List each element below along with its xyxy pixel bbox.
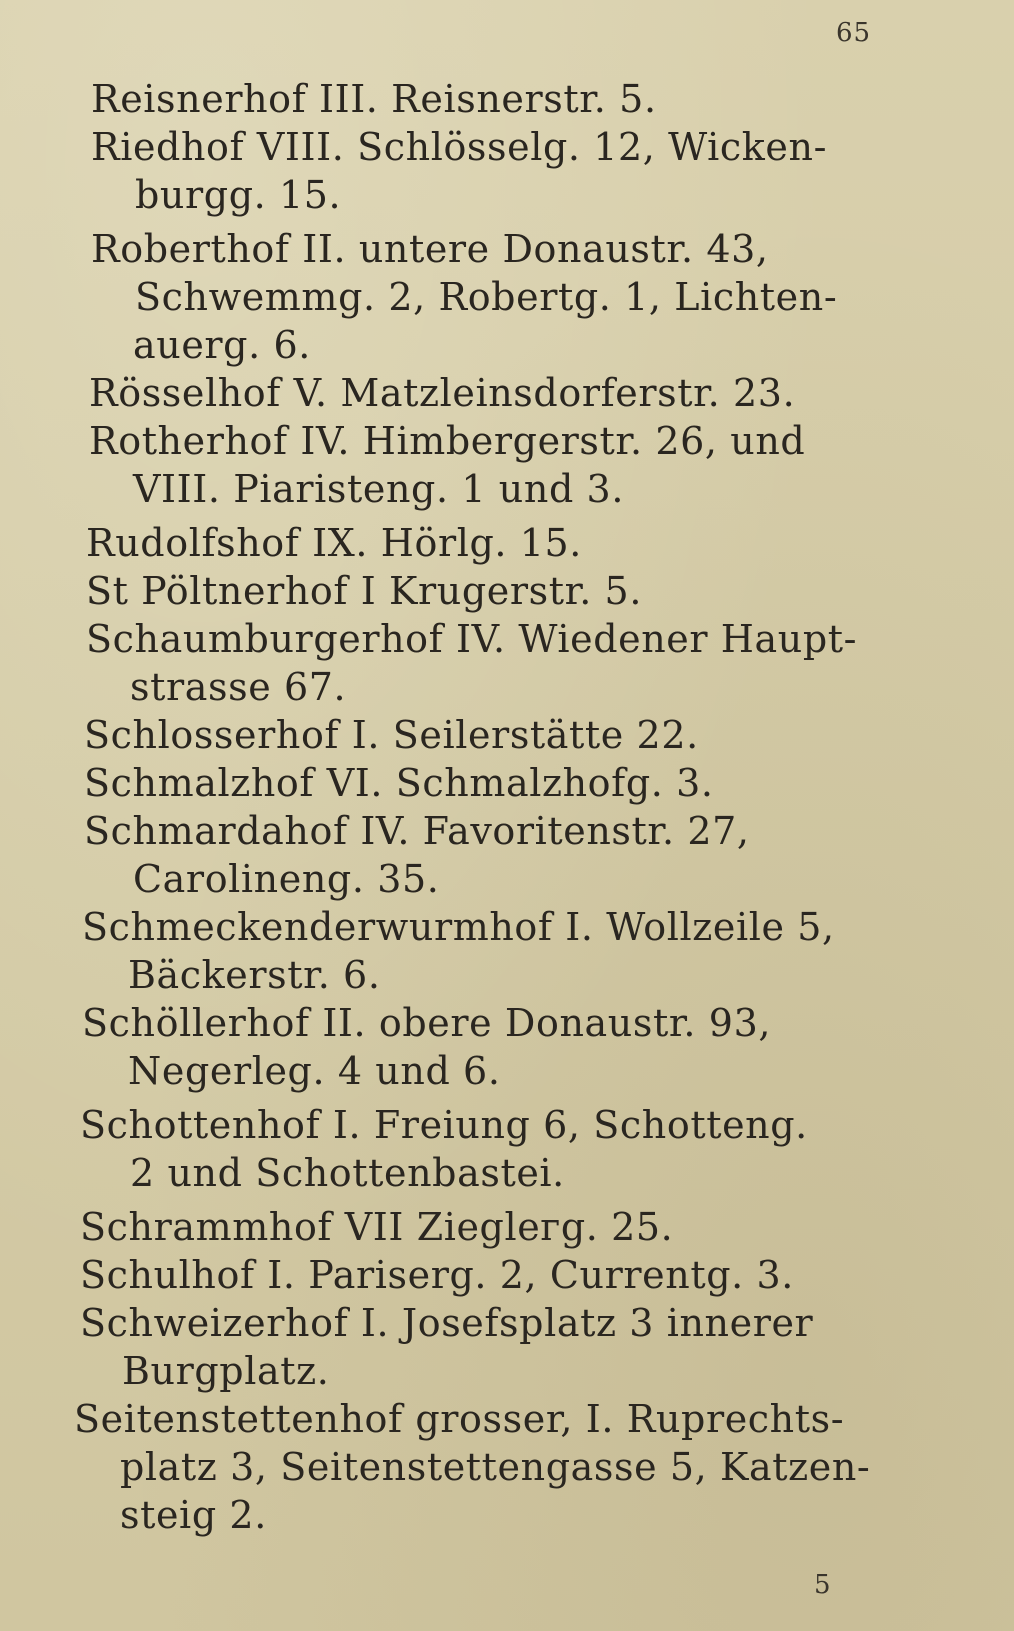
entry-schmardahof-cont: Carolineng. 35. (133, 857, 440, 901)
entry-roesselhof: Rösselhof V. Matzleinsdorferstr. 23. (89, 371, 796, 415)
entry-schrammhof: Schrammhof VII Ziegleгg. 25. (80, 1205, 674, 1249)
entry-riedhof-cont: burgg. 15. (135, 173, 342, 217)
entry-rotherhof: Rotherhof IV. Himbergerstr. 26, und (89, 419, 806, 463)
directory-list (0, 75, 1014, 1539)
entry-st-poeltnerhof: St Pöltnerhof I Krugerstr. 5. (86, 569, 643, 613)
entry-schweizerhof: Schweizerhof I. Josefsplatz 3 innerer (80, 1301, 814, 1345)
entry-riedhof: Riedhof VIII. Schlösselg. 12, Wicken- (91, 125, 828, 169)
entry-reisnerhof: Reisnerhof III. Reisnerstr. 5. (91, 77, 657, 121)
entry-schlosserhof: Schlosserhof I. Seilerstätte 22. (84, 713, 699, 757)
entry-schmalzhof: Schmalzhof VI. Schmalzhofg. 3. (84, 761, 714, 805)
signature-mark: 5 (814, 1570, 831, 1600)
entry-schulhof: Schulhof I. Pariserg. 2, Currentg. 3. (80, 1253, 794, 1297)
entry-rotherhof-cont: VIII. Piaristeng. 1 und 3. (133, 467, 625, 511)
entry-seitenstettenhof: Seitenstettenhof grosser, I. Ruprechts- (74, 1397, 845, 1441)
entry-schottenhof: Schottenhof I. Freiung 6, Schotteng. (80, 1103, 808, 1147)
entry-schaumburgerhof: Schaumburgerhof IV. Wiedener Haupt- (86, 617, 858, 661)
entry-schmeckenderwurmhof: Schmeckenderwurmhof I. Wollzeile 5, (82, 905, 835, 949)
page-number: 65 (836, 18, 872, 48)
entry-seitenstettenhof-cont-1: platz 3, Seitenstettengasse 5, Katzen- (120, 1445, 871, 1489)
entry-schottenhof-cont: 2 und Schottenbastei. (130, 1151, 565, 1195)
entry-schmeckenderwurmhof-cont: Bäckerstr. 6. (128, 953, 381, 997)
entry-roberthof-cont-1: Schwemmg. 2, Robertg. 1, Lichten- (135, 275, 838, 319)
entry-seitenstettenhof-cont-2: steig 2. (120, 1493, 267, 1537)
entry-schmardahof: Schmardahof IV. Favoritenstr. 27, (84, 809, 750, 853)
entry-schaumburgerhof-cont: strasse 67. (130, 665, 347, 709)
entry-roberthof-cont-2: auerg. 6. (133, 323, 311, 367)
entry-rudolfshof: Rudolfshof IX. Hörlg. 15. (86, 521, 582, 565)
entry-schoellerhof: Schöllerhof II. obere Donaustr. 93, (82, 1001, 772, 1045)
entry-schoellerhof-cont: Negerleg. 4 und 6. (128, 1049, 501, 1093)
entry-schweizerhof-cont: Burgplatz. (122, 1349, 330, 1393)
entry-roberthof: Roberthof II. untere Donaustr. 43, (91, 227, 769, 271)
